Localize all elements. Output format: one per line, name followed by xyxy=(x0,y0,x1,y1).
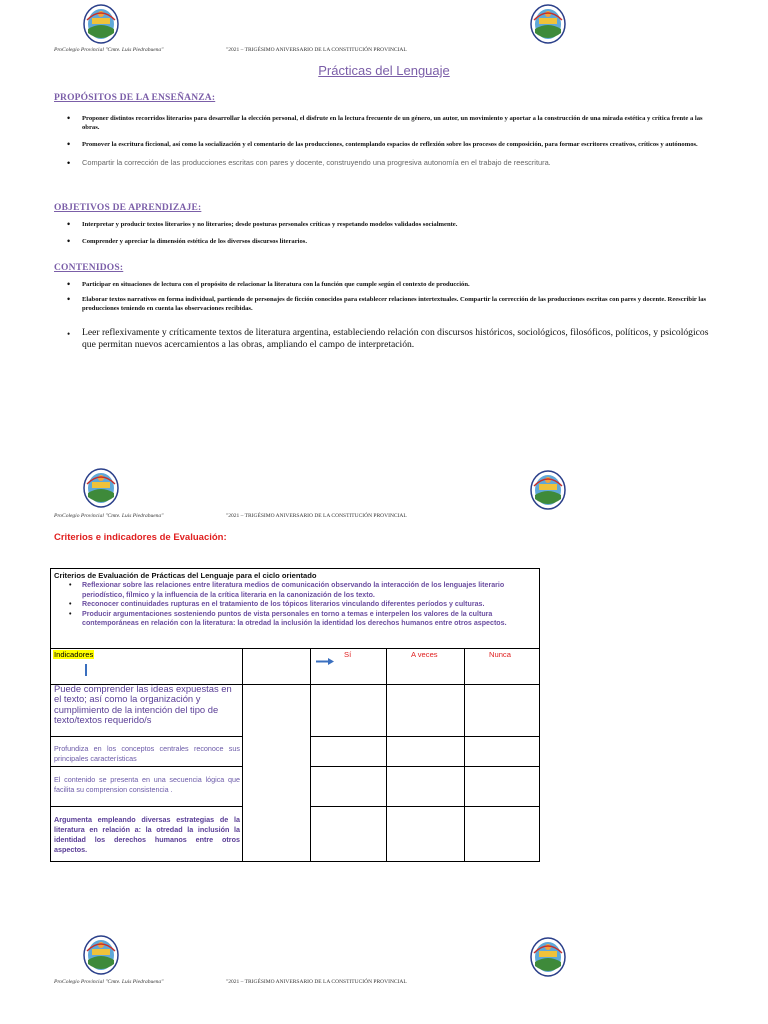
header-anniversary: "2021 – TRIGÉSIMO ANIVERSARIO DE LA CONSTITUCIÓN PROVINCIAL xyxy=(226,47,407,53)
list-item: • Reflexionar sobre las relaciones entre literatura medios de comunicación observando la interacción de los lenguajes literario periodístico, fílmico y la influencia de la crítica literaria en la canonización de los texto. xyxy=(69,581,505,599)
header-school-name: ProColegio Provincial "Cmte. Luis Piedrabuena" xyxy=(54,47,164,53)
arrow-right-icon xyxy=(316,652,334,670)
list-item: • Interpretar y producir textos literarios y no literarios; desde posturas personales críticas y respetando modelos validados socialmente. xyxy=(67,219,458,229)
school-crest-logo xyxy=(529,936,567,978)
contenidos-list xyxy=(67,279,712,351)
propositos-list xyxy=(67,113,712,168)
school-crest-logo xyxy=(529,469,567,511)
indicator-row-4: Argumenta empleando diversas estrategias de la literatura en relación a: la otredad la inclusión la identidad los derechos humanos entre otros aspectos. xyxy=(54,815,240,854)
list-item: • Participar en situaciones de lectura con el propósito de relacionar la literatura con la función que cumple según el contexto de producción. xyxy=(67,279,470,289)
list-item: • Promover la escritura ficcional, así como la socialización y el comentario de las producciones, contemplando espacios de reflexión sobre los procesos de composición, para formar escritores creativos, críticos y autónomos. xyxy=(67,139,698,149)
col-header-a-veces: A veces xyxy=(411,650,438,659)
list-item: • Proponer distintos recorridos literarios para desarrollar la elección personal, el disfrute en la lectura frecuente de un género, un autor, un movimiento y aportar a la construcción de una mirada estética y crítica frente a las obras. xyxy=(67,113,703,131)
list-item: • Leer reflexivamente y críticamente textos de literatura argentina, estableciendo relación con discursos históricos, sociológicos, filosóficos, políticos, y psicológicos que permitan nuevos acercamientos a las obras, ampliando el campo de interpretación. xyxy=(67,327,709,350)
indicator-row-3: El contenido se presenta en una secuencia lógica que facilita su comprension consistencia . xyxy=(54,775,240,794)
col-header-nunca: Nunca xyxy=(489,650,511,659)
list-item: • Compartir la corrección de las producciones escritas con pares y docente, construyendo una progresiva autonomía en el trabajo de reescritura. xyxy=(67,158,551,168)
col-header-indicadores: Indicadores xyxy=(54,650,94,659)
school-crest-logo xyxy=(82,467,120,509)
list-item: • Comprender y apreciar la dimensión estética de los diversos discursos literarios. xyxy=(67,236,307,246)
section-heading-objetivos: OBJETIVOS DE APRENDIZAJE: xyxy=(54,203,202,213)
indicator-row-1: Puede comprender las ideas expuestas en el texto; así como la organización y cumplimiento de la intención del tipo de texto/textos requerido/s xyxy=(54,683,232,726)
objetivos-list xyxy=(67,219,712,246)
criteria-header-cell xyxy=(54,571,538,629)
col-header-si: Sí xyxy=(344,650,352,659)
page-title: Prácticas del Lenguaje xyxy=(318,63,450,78)
school-crest-logo xyxy=(82,3,120,45)
header-anniversary: "2021 – TRIGÉSIMO ANIVERSARIO DE LA CONSTITUCIÓN PROVINCIAL xyxy=(226,979,407,985)
header-anniversary: "2021 – TRIGÉSIMO ANIVERSARIO DE LA CONSTITUCIÓN PROVINCIAL xyxy=(226,513,407,519)
criterios-title: Criterios e indicadores de Evaluación: xyxy=(54,532,227,543)
section-heading-contenidos: CONTENIDOS: xyxy=(54,263,124,273)
cursor-mark xyxy=(85,664,87,676)
list-item: • Producir argumentaciones sosteniendo puntos de vista personales en torno a temas e interpelen los valores de la cultura contemporáneas en relación con la literatura: la otredad la inclusión la identidad los derechos humanos entre otros aspectos. xyxy=(69,609,507,628)
header-school-name: ProColegio Provincial "Cmte. Luis Piedrabuena" xyxy=(54,513,164,519)
criteria-header-title: Criterios de Evaluación de Prácticas del Lenguaje para el ciclo orientado xyxy=(54,571,317,580)
school-crest-logo xyxy=(82,934,120,976)
criteria-list xyxy=(54,581,538,629)
list-item: • Reconocer continuidades rupturas en el tratamiento de los tópicos literarios vinculando diferentes períodos y culturas. xyxy=(69,600,485,609)
indicator-row-2: Profundiza en los conceptos centrales reconoce sus principales características xyxy=(54,744,240,763)
section-heading-propositos: PROPÓSITOS DE LA ENSEÑANZA: xyxy=(54,93,216,103)
list-item: • Elaborar textos narrativos en forma individual, partiendo de personajes de ficción conocidos para establecer relaciones intertextuales. Compartir la corrección de las producciones escritas con pares y docente. Reescribir las producciones teniendo en cuenta las observaciones recibidas. xyxy=(67,294,707,312)
header-school-name: ProColegio Provincial "Cmte. Luis Piedrabuena" xyxy=(54,979,164,985)
school-crest-logo xyxy=(529,3,567,45)
